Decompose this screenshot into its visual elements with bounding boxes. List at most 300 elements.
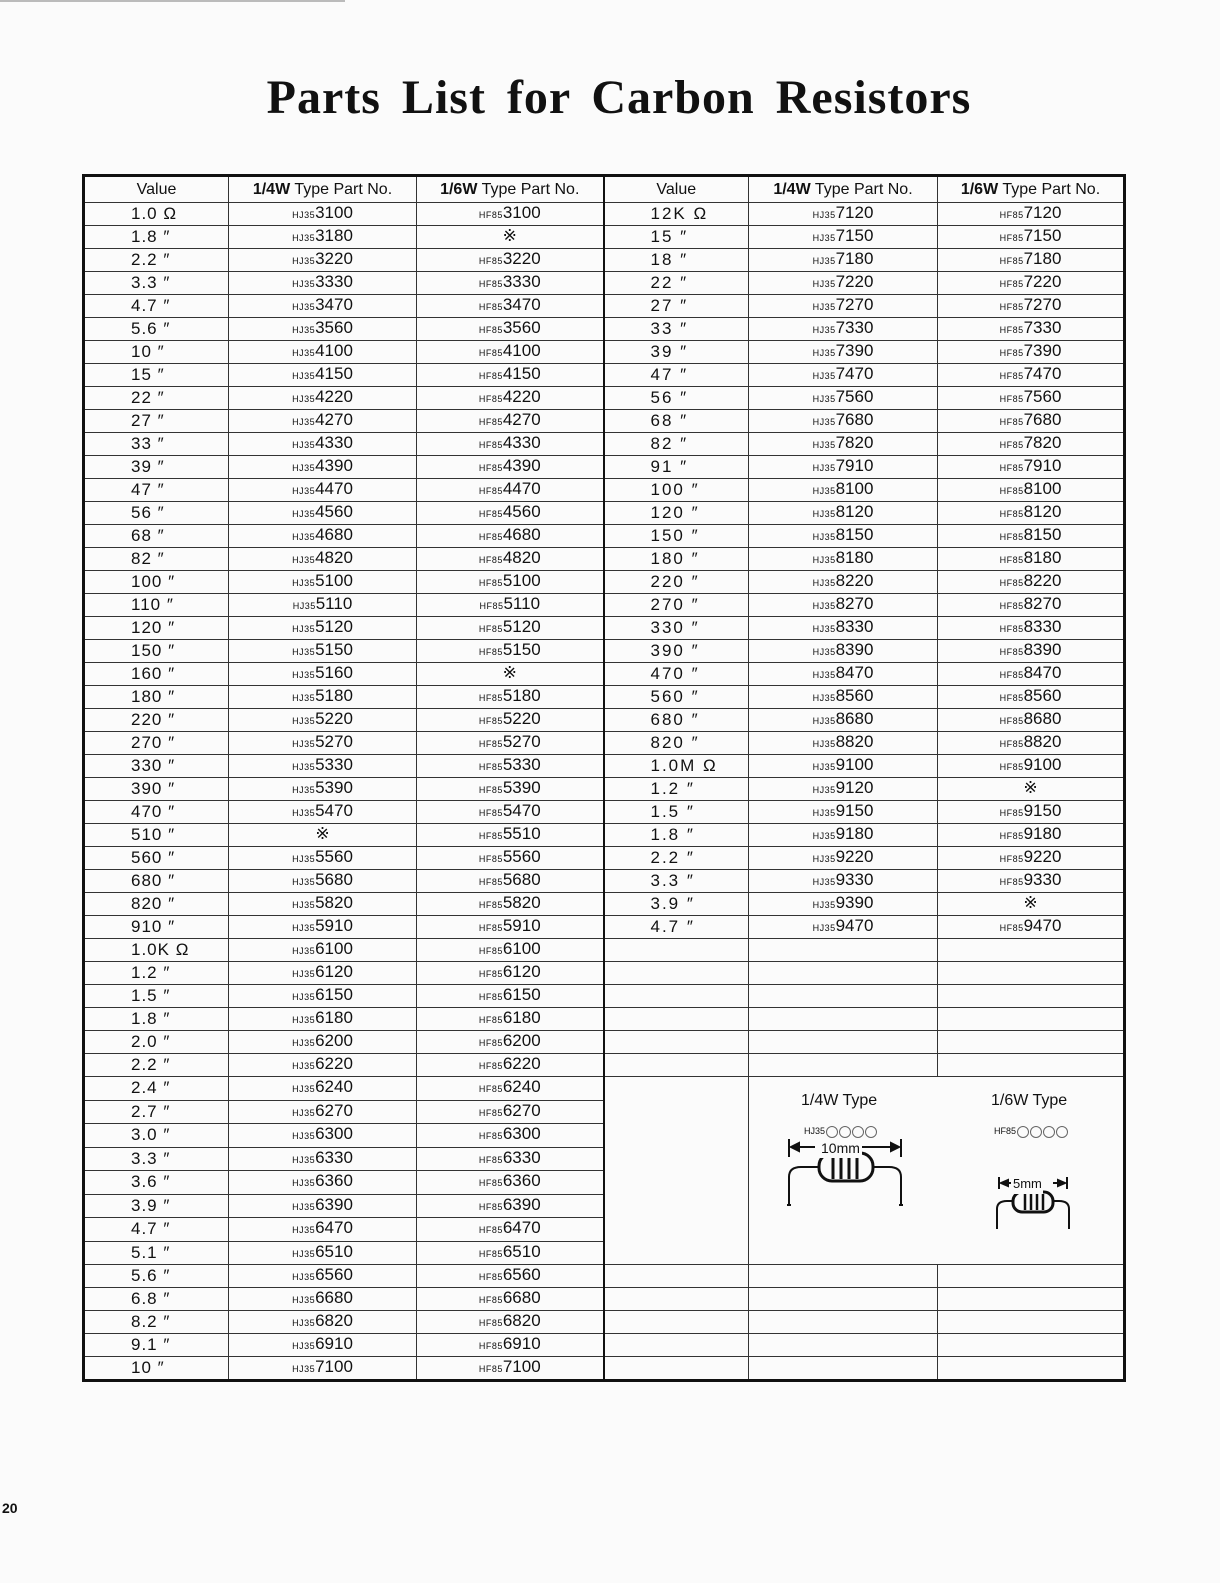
table-row: [84, 1031, 1125, 1054]
quarter-watt-part-no: [229, 433, 417, 456]
part-prefix: HJ35: [292, 302, 316, 312]
part-number: 7680: [835, 410, 874, 429]
resistance-value: 560 ″: [604, 686, 749, 709]
sixth-watt-part-no: [417, 1124, 604, 1148]
sixth-watt-part-no: [417, 1265, 604, 1288]
quarter-watt-label: 1/4W: [252, 180, 291, 198]
resistance-value: 68 ″: [84, 525, 229, 548]
sixth-watt-part-no: [417, 916, 604, 939]
quarter-watt-part-no: [749, 686, 938, 709]
sixth-watt-part-no: [417, 801, 604, 824]
sixth-watt-part-no: [938, 640, 1125, 663]
resistance-value: 390 ″: [84, 778, 229, 801]
part-number: 6300: [315, 1124, 353, 1144]
part-number: 7330: [1023, 318, 1062, 337]
part-number: 4100: [315, 341, 353, 360]
sixth-watt-part-no: [417, 318, 604, 341]
resistance-value: 1.0 Ω: [84, 203, 229, 226]
blank-cell: [604, 1008, 749, 1031]
sixth-watt-part-no: [938, 870, 1125, 893]
resistance-value: 4.7 ″: [604, 916, 749, 939]
part-prefix: HJ35: [812, 831, 836, 841]
part-number: 7560: [835, 387, 874, 406]
sixth-watt-part-no: [417, 1288, 604, 1311]
part-number: 5820: [315, 893, 353, 912]
part-prefix: HF85: [478, 785, 503, 795]
resistance-value: 3.3 ″: [604, 870, 749, 893]
quarter-watt-part-no: [229, 1357, 417, 1381]
part-number: 3100: [315, 203, 353, 222]
part-prefix: HF85: [478, 624, 503, 634]
part-number: 8680: [835, 709, 874, 728]
part-number: 6680: [502, 1288, 541, 1307]
part-number: 4560: [315, 502, 353, 521]
quarter-watt-part-no: [749, 617, 938, 640]
part-prefix: HJ35: [292, 1038, 316, 1048]
quarter-watt-part-no: [229, 985, 417, 1008]
part-number: 8120: [1023, 502, 1062, 521]
sixth-watt-part-no: [938, 778, 1125, 801]
part-number: 6560: [502, 1265, 541, 1284]
part-number: 5470: [315, 801, 353, 820]
part-number: 5160: [315, 663, 353, 682]
sixth-watt-part-no: [938, 410, 1125, 433]
part-prefix: HJ35: [292, 624, 316, 634]
table-row: [84, 778, 1125, 801]
sixth-watt-part-no: [417, 640, 604, 663]
blank-cell: [604, 985, 749, 1008]
page-number: 20: [2, 1500, 18, 1516]
part-number: 7150: [1023, 226, 1062, 245]
part-number: 8820: [835, 732, 874, 751]
quarter-watt-part-no: [229, 502, 417, 525]
resistance-value: 2.2 ″: [84, 1054, 229, 1077]
sixth-watt-part-no: [417, 870, 604, 893]
sixth-watt-header: [938, 176, 1125, 203]
part-number: 5390: [502, 778, 541, 797]
sixth-watt-part-no: [417, 387, 604, 410]
resistance-value: 2.7 ″: [84, 1100, 229, 1124]
part-number: 7100: [315, 1357, 353, 1376]
part-prefix: HF85: [478, 1364, 503, 1374]
part-prefix: HJ35: [292, 256, 316, 266]
part-prefix: HF85: [478, 1084, 503, 1095]
quarter-watt-part-no: [749, 387, 938, 410]
quarter-watt-part-no: [749, 456, 938, 479]
table-row: [84, 1288, 1125, 1311]
part-prefix: HF85: [999, 877, 1024, 887]
table-row: [84, 387, 1125, 410]
part-prefix: HJ35: [292, 1107, 316, 1118]
part-number: 8470: [835, 663, 874, 682]
quarter-watt-part-no: [229, 341, 417, 364]
part-number: 9330: [1023, 870, 1062, 889]
sixth-watt-part-no: [938, 663, 1125, 686]
resistance-value: 470 ″: [604, 663, 749, 686]
table-row: [84, 893, 1125, 916]
part-prefix: HJ35: [292, 923, 316, 933]
table-row: [84, 456, 1125, 479]
table-header-row: [84, 176, 1125, 203]
blank-cell: [938, 1357, 1125, 1381]
part-prefix: HJ35: [812, 923, 836, 933]
blank-cell: [749, 985, 938, 1008]
quarter-watt-part-no: [229, 801, 417, 824]
sixth-watt-label: 1/6W: [960, 180, 999, 198]
quarter-code-text: HJ35: [804, 1126, 826, 1136]
part-prefix: HJ35: [292, 601, 316, 611]
part-number: ※: [502, 226, 517, 245]
part-prefix: HF85: [478, 417, 503, 427]
sixth-watt-part-no: [417, 456, 604, 479]
part-number: 9120: [835, 778, 874, 797]
table-row: [84, 1077, 1125, 1101]
part-prefix: HF85: [478, 486, 503, 496]
quarter-watt-part-no: [749, 778, 938, 801]
part-prefix: HF85: [478, 1201, 503, 1212]
part-number: 7180: [1023, 249, 1062, 268]
resistance-value: 1.0K Ω: [84, 939, 229, 962]
part-number: 8560: [835, 686, 874, 705]
quarter-watt-part-no: [229, 594, 417, 617]
top-rule: [0, 0, 345, 2]
sixth-watt-part-no: [417, 1241, 604, 1265]
sixth-watt-part-no: [417, 1054, 604, 1077]
quarter-watt-part-no: [749, 755, 938, 778]
part-prefix: HJ35: [292, 1131, 316, 1142]
table-row: [84, 962, 1125, 985]
resistance-value: 39 ″: [84, 456, 229, 479]
part-prefix: HF85: [478, 739, 503, 749]
part-prefix: HJ35: [292, 854, 316, 864]
part-prefix: HJ35: [292, 233, 316, 243]
sixth-watt-part-no: [417, 364, 604, 387]
part-number: 7470: [1023, 364, 1062, 383]
type-part-no-label: Type Part No.: [481, 180, 580, 198]
sixth-watt-part-no: [938, 364, 1125, 387]
sixth-watt-part-no: [938, 847, 1125, 870]
resistance-value: 820 ″: [84, 893, 229, 916]
quarter-watt-part-no: [749, 870, 938, 893]
part-prefix: HF85: [478, 1295, 503, 1305]
sixth-watt-part-no: [417, 1171, 604, 1195]
part-prefix: HJ35: [812, 371, 836, 381]
part-number: 5120: [502, 617, 541, 636]
part-number: ※: [502, 663, 517, 682]
table-row: [84, 985, 1125, 1008]
part-prefix: HF85: [999, 302, 1024, 312]
part-prefix: HJ35: [812, 279, 836, 289]
resistance-value: 2.2 ″: [604, 847, 749, 870]
part-number: 6470: [315, 1218, 353, 1238]
part-prefix: HJ35: [292, 900, 316, 910]
table-row: [84, 870, 1125, 893]
resistance-value: 120 ″: [604, 502, 749, 525]
part-number: 4330: [502, 433, 541, 452]
part-prefix: HJ35: [292, 785, 316, 795]
blank-cell: [938, 962, 1125, 985]
part-number: 3220: [502, 249, 541, 268]
resistance-value: 2.4 ″: [84, 1077, 229, 1101]
table-row: [84, 479, 1125, 502]
part-number: 5220: [315, 709, 353, 728]
sixth-watt-part-no: [417, 1334, 604, 1357]
quarter-watt-part-no: [229, 1147, 417, 1171]
part-number: 5220: [502, 709, 541, 728]
resistance-value: 1.5 ″: [84, 985, 229, 1008]
blank-cell: [604, 1054, 749, 1077]
blank-cell: [749, 1288, 938, 1311]
quarter-watt-part-no: [229, 962, 417, 985]
sixth-watt-part-no: [417, 893, 604, 916]
sixth-watt-part-no: [417, 1311, 604, 1334]
parts-table: [82, 174, 1126, 1382]
resistance-value: 270 ″: [84, 732, 229, 755]
part-number: 9390: [835, 893, 874, 912]
resistance-value: 27 ″: [604, 295, 749, 318]
resistance-value: 18 ″: [604, 249, 749, 272]
part-prefix: HF85: [478, 279, 503, 289]
part-number: 5680: [315, 870, 353, 889]
part-number: 5510: [502, 824, 541, 843]
quarter-watt-header: [749, 176, 938, 203]
blank-cell: [938, 1265, 1125, 1288]
blank-cell: [604, 1311, 749, 1334]
part-number: 7150: [835, 226, 874, 245]
type-part-no-label: Type Part No.: [814, 180, 913, 198]
part-prefix: HF85: [999, 647, 1024, 657]
blank-cell: [604, 1031, 749, 1054]
part-prefix: HJ35: [812, 210, 836, 220]
part-number: 6180: [315, 1008, 353, 1027]
sixth-watt-part-no: [417, 249, 604, 272]
quarter-watt-part-no: [749, 249, 938, 272]
part-prefix: HF85: [478, 1061, 503, 1071]
sixth-watt-part-no: [417, 962, 604, 985]
blank-cell: [938, 1054, 1125, 1077]
part-prefix: HF85: [999, 394, 1024, 404]
part-number: 5110: [315, 594, 353, 613]
sixth-watt-part-no: [938, 387, 1125, 410]
table-row: [84, 525, 1125, 548]
part-prefix: HF85: [999, 348, 1024, 358]
sixth-watt-part-no: [938, 295, 1125, 318]
sixth-watt-part-no: [938, 318, 1125, 341]
sixth-watt-part-no: [417, 1100, 604, 1124]
part-number: 7330: [835, 318, 874, 337]
quarter-watt-part-no: [229, 318, 417, 341]
part-prefix: HJ35: [292, 946, 316, 956]
sixth-watt-part-no: [938, 824, 1125, 847]
resistance-value: 820 ″: [604, 732, 749, 755]
part-prefix: HF85: [478, 1318, 503, 1328]
blank-cell: [604, 939, 749, 962]
part-prefix: HJ35: [292, 440, 316, 450]
part-number: 5910: [502, 916, 541, 935]
part-prefix: HJ35: [292, 417, 316, 427]
part-prefix: HF85: [479, 601, 504, 611]
quarter-watt-part-no: [229, 203, 417, 226]
part-prefix: HJ35: [292, 1061, 316, 1071]
quarter-watt-header: [229, 176, 417, 203]
part-prefix: HF85: [478, 210, 503, 220]
part-prefix: HJ35: [292, 1154, 316, 1165]
blank-cell: [604, 1288, 749, 1311]
part-number: 3470: [502, 295, 541, 314]
quarter-watt-part-no: [229, 709, 417, 732]
part-number: 8330: [835, 617, 874, 636]
part-number: 6240: [502, 1077, 541, 1097]
part-prefix: HJ35: [292, 808, 316, 818]
part-number: 5680: [502, 870, 541, 889]
quarter-watt-part-no: [229, 870, 417, 893]
resistance-value: 1.8 ″: [604, 824, 749, 847]
part-prefix: HF85: [999, 463, 1024, 473]
resistance-value: 470 ″: [84, 801, 229, 824]
part-number: 5150: [315, 640, 353, 659]
part-number: 8470: [1023, 663, 1062, 682]
table-row: [84, 755, 1125, 778]
sixth-watt-part-no: [938, 709, 1125, 732]
part-prefix: HJ35: [292, 1295, 316, 1305]
resistance-value: 110 ″: [84, 594, 229, 617]
quarter-watt-part-no: [749, 479, 938, 502]
resistance-value: 3.9 ″: [84, 1194, 229, 1218]
part-prefix: HF85: [999, 854, 1024, 864]
sixth-watt-part-no: [417, 226, 604, 249]
quarter-watt-part-no: [229, 732, 417, 755]
sixth-code-text: HF85: [994, 1126, 1017, 1136]
quarter-watt-part-no: [229, 456, 417, 479]
part-number: 3560: [315, 318, 353, 337]
resistance-value: 5.6 ″: [84, 1265, 229, 1288]
blank-cell: [938, 1334, 1125, 1357]
part-prefix: HJ35: [812, 394, 836, 404]
part-number: 8390: [1023, 640, 1062, 659]
part-number: 5330: [502, 755, 541, 774]
part-number: 8100: [1023, 479, 1062, 498]
part-number: 7220: [835, 272, 874, 291]
part-number: 7560: [1023, 387, 1062, 406]
resistance-value: 47 ″: [84, 479, 229, 502]
part-number: 6820: [502, 1311, 541, 1330]
sixth-watt-part-no: [417, 548, 604, 571]
part-prefix: HJ35: [812, 716, 836, 726]
table-row: [84, 686, 1125, 709]
blank-cell: [749, 1008, 938, 1031]
part-prefix: HF85: [478, 1248, 503, 1259]
quarter-watt-part-no: [749, 571, 938, 594]
quarter-watt-part-no: [749, 203, 938, 226]
table-row: [84, 1357, 1125, 1381]
part-number: 5120: [315, 617, 353, 636]
part-prefix: HJ35: [292, 371, 316, 381]
part-prefix: HJ35: [292, 716, 316, 726]
part-number: 7270: [835, 295, 874, 314]
part-number: 6390: [315, 1194, 353, 1214]
sixth-watt-part-no: [938, 479, 1125, 502]
blank-cell: [749, 939, 938, 962]
quarter-watt-part-no: [749, 410, 938, 433]
table-row: [84, 318, 1125, 341]
quarter-watt-part-no: [229, 1218, 417, 1242]
part-prefix: HJ35: [812, 854, 836, 864]
part-number: 6510: [315, 1241, 353, 1261]
resistance-value: 15 ″: [84, 364, 229, 387]
part-prefix: HJ35: [812, 555, 836, 565]
table-row: [84, 1054, 1125, 1077]
part-prefix: HJ35: [812, 440, 836, 450]
part-number: ※: [1023, 893, 1038, 912]
part-prefix: HJ35: [292, 463, 316, 473]
blank-cell: [749, 1054, 938, 1077]
sixth-watt-part-no: [938, 548, 1125, 571]
part-number: 6560: [315, 1265, 353, 1284]
sixth-watt-part-no: [417, 1357, 604, 1381]
quarter-watt-part-no: [749, 341, 938, 364]
quarter-watt-part-no: [749, 824, 938, 847]
part-prefix: HF85: [478, 1015, 503, 1025]
part-number: 6360: [315, 1171, 353, 1191]
part-prefix: HF85: [999, 325, 1024, 335]
part-prefix: HJ35: [292, 1015, 316, 1025]
part-prefix: HF85: [999, 670, 1024, 680]
resistance-value: 330 ″: [84, 755, 229, 778]
resistance-value: 56 ″: [604, 387, 749, 410]
quarter-watt-part-no: [229, 1265, 417, 1288]
part-number: 6910: [315, 1334, 353, 1353]
part-number: 5180: [315, 686, 353, 705]
part-prefix: HF85: [478, 992, 503, 1002]
resistance-value: 3.9 ″: [604, 893, 749, 916]
part-number: 5150: [502, 640, 541, 659]
part-number: 4390: [502, 456, 541, 475]
blank-cell: [604, 1334, 749, 1357]
sixth-watt-part-no: [938, 801, 1125, 824]
table-row: [84, 1334, 1125, 1357]
sixth-watt-part-no: [938, 249, 1125, 272]
blank-cell: [938, 939, 1125, 962]
sixth-watt-part-no: [417, 824, 604, 847]
resistance-value: 180 ″: [84, 686, 229, 709]
sixth-watt-part-no: [417, 433, 604, 456]
part-number: 6100: [502, 939, 541, 958]
quarter-watt-part-no: [229, 226, 417, 249]
part-number: 6120: [315, 962, 353, 981]
part-number: 3330: [315, 272, 353, 291]
resistance-value: 9.1 ″: [84, 1334, 229, 1357]
part-number: 4470: [315, 479, 353, 498]
part-prefix: HF85: [999, 371, 1024, 381]
resistance-value: 12K Ω: [604, 203, 749, 226]
resistance-value: 68 ″: [604, 410, 749, 433]
part-number: 7120: [1023, 203, 1062, 222]
part-number: 8270: [835, 594, 874, 613]
part-number: 5470: [502, 801, 541, 820]
sixth-watt-part-no: [938, 755, 1125, 778]
resistance-value: 160 ″: [84, 663, 229, 686]
resistance-value: 5.1 ″: [84, 1241, 229, 1265]
part-prefix: HJ35: [812, 670, 836, 680]
part-prefix: HJ35: [812, 693, 836, 703]
part-prefix: HF85: [999, 417, 1024, 427]
sixth-watt-part-no: [417, 755, 604, 778]
resistance-value: 1.0M Ω: [604, 755, 749, 778]
part-number: 7180: [835, 249, 874, 268]
part-prefix: HJ35: [812, 739, 836, 749]
part-prefix: HJ35: [292, 486, 316, 496]
sixth-watt-part-no: [938, 916, 1125, 939]
